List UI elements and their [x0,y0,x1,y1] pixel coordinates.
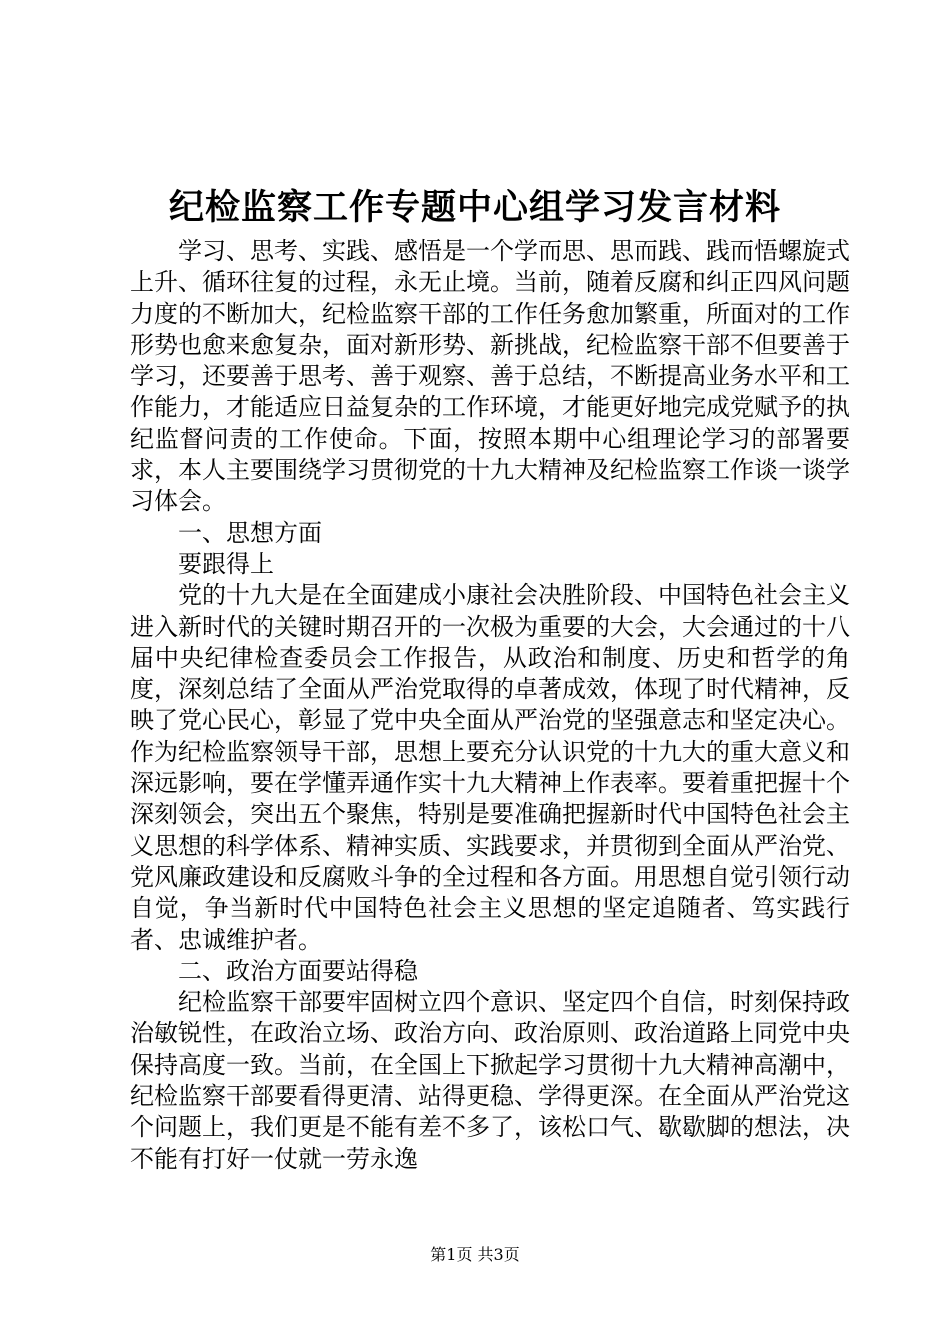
thought-paragraph: 党的十九大是在全面建成小康社会决胜阶段、中国特色社会主义进入新时代的关键时期召开的一次极为重要的大会，大会通过的十八届中央纪律检查委员会工作报告，从政治和制度、历史和哲学的角度，深刻总结了全面从严治党取得的卓著成效，体现了时代精神，反映了党心民心，彰显了党中央全面从严治党的坚强意志和坚定决心。作为纪检监察领导干部，思想上要充分认识党的十九大的重大意义和深远影响，要在学懂弄通作实十九大精神上作表率。要着重把握十个深刻领会，突出五个聚焦，特别是要准确把握新时代中国特色社会主义思想的科学体系、精神实质、实践要求，并贯彻到全面从严治党、党风廉政建设和反腐败斗争的全过程和各方面。用思想自觉引领行动自觉，争当新时代中国特色社会主义思想的坚定追随者、笃实践行者、忠诚维护者。 [130,581,850,954]
document-title: 纪检监察工作专题中心组学习发言材料 [168,187,781,228]
subheading-keep-up: 要跟得上 [178,549,274,578]
section-heading-thought: 一、思想方面 [178,518,322,547]
politics-paragraph: 纪检监察干部要牢固树立四个意识、坚定四个自信，时刻保持政治敏锐性，在政治立场、政治方向、政治原则、政治道路上同党中央保持高度一致。当前，在全国上下掀起学习贯彻十九大精神高潮中，纪检监察干部要看得更清、站得更稳、学得更深。在全面从严治党这个问题上，我们更是不能有差不多了，该松口气、歇歇脚的想法，决不能有打好一仗就一劳永逸 [130,988,850,1173]
page-footer: 第1页 共3页 [430,1245,520,1264]
intro-paragraph: 学习、思考、实践、感悟是一个学而思、思而践、践而悟螺旋式上升、循环往复的过程，永无止境。当前，随着反腐和纠正四风问题力度的不断加大，纪检监察干部的工作任务愈加繁重，所面对的工作形势也愈来愈复杂，面对新形势、新挑战，纪检监察干部不但要善于学习，还要善于思考、善于观察、善于总结，不断提高业务水平和工作能力，才能适应日益复杂的工作环境，才能更好地完成党赋予的执纪监督问责的工作使命。下面，按照本期中心组理论学习的部署要求，本人主要围绕学习贯彻党的十九大精神及纪检监察工作谈一谈学习体会。 [130,237,850,516]
section-heading-politics: 二、政治方面要站得稳 [178,956,418,985]
document-body [130,236,850,1175]
